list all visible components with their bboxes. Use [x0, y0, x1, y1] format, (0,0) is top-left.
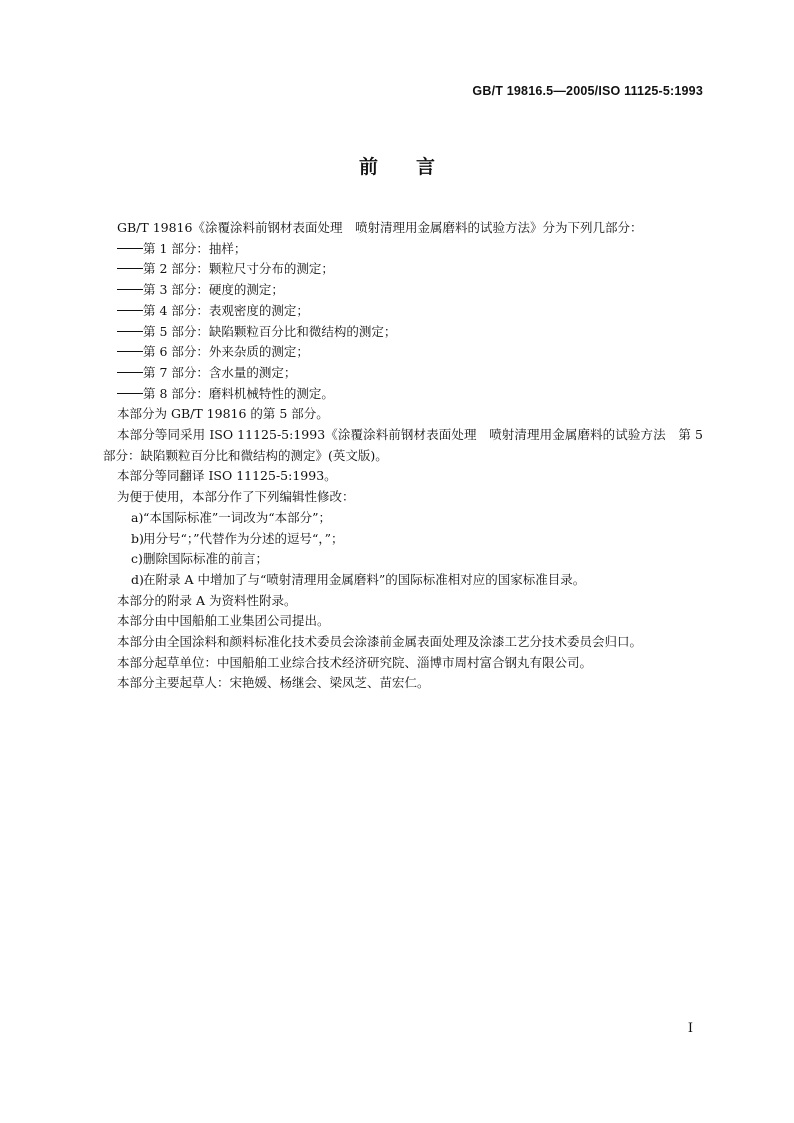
- em-dash-mark: [117, 289, 143, 290]
- edits-intro-paragraph: 为便于使用，本部分作了下列编辑性修改：: [117, 489, 355, 505]
- edit-text: 用分号“；”代替作为分述的逗号“，”；: [143, 530, 344, 546]
- em-dash-mark: [117, 393, 143, 394]
- em-dash-mark: [117, 331, 143, 332]
- part-list-item: [103, 384, 703, 405]
- committee-paragraph: 本部分由全国涂料和颜料标准化技术委员会涂漆前金属表面处理及涂漆工艺分技术委员会归口。: [117, 634, 643, 650]
- translation-paragraph: 本部分等同翻译 ISO 11125-5:1993。: [117, 468, 337, 484]
- drafting-units-paragraph: 本部分起草单位：中国船舶工业综合技术经济研究院、淄博市周村富合钢丸有限公司。: [117, 654, 593, 670]
- em-dash-mark: [117, 372, 143, 373]
- part-list-item: [103, 259, 703, 280]
- intro-paragraph: GB/T 19816《涂覆涂料前钢材表面处理 喷射清理用金属磨料的试验方法》分为下列几部分：: [117, 220, 643, 235]
- edit-list-item: [103, 570, 703, 591]
- edit-list-item: [103, 529, 703, 550]
- part-text: 第 3 部分：硬度的测定；: [143, 282, 284, 298]
- part-text: 第 8 部分：磨料机械特性的测定。: [143, 385, 334, 401]
- part-text: 第 4 部分：表观密度的测定；: [143, 302, 309, 318]
- edit-label: a): [131, 509, 144, 525]
- em-dash-mark: [117, 310, 143, 311]
- em-dash-mark: [117, 351, 143, 352]
- adoption-paragraph: 本部分等同采用 ISO 11125-5:1993《涂覆涂料前钢材表面处理 喷射清理用金属磨料的试验方法 第 5 部分：缺陷颗粒百分比和微结构的测定》(英文版)。: [103, 427, 703, 463]
- standard-code-header: GB/T 19816.5—2005/ISO 11125-5:1993: [472, 84, 703, 98]
- part-text: 第 6 部分：外来杂质的测定；: [143, 344, 309, 360]
- proposed-by-paragraph: 本部分由中国船舶工业集团公司提出。: [117, 613, 330, 629]
- edit-list-item: [103, 549, 703, 570]
- annex-paragraph: 本部分的附录 A 为资料性附录。: [117, 592, 297, 608]
- part-list-item: [103, 301, 703, 322]
- edit-text: 在附录 A 中增加了与“喷射清理用金属磨料”的国际标准相对应的国家标准目录。: [143, 571, 586, 587]
- part-text: 第 7 部分：含水量的测定；: [143, 364, 297, 380]
- edit-text: “本国际标准”一词改为“本部分”；: [143, 509, 332, 525]
- drafters-paragraph: 本部分主要起草人：宋艳媛、杨继会、梁凤芝、苗宏仁。: [117, 675, 430, 691]
- part-list-item: [103, 322, 703, 343]
- part-of-paragraph: 本部分为 GB/T 19816 的第 5 部分。: [117, 406, 329, 422]
- part-text: 第 5 部分：缺陷颗粒百分比和微结构的测定；: [143, 323, 397, 339]
- part-list-item: [103, 342, 703, 363]
- page-number: I: [687, 1021, 693, 1036]
- edit-list-item: [103, 508, 703, 529]
- part-list-item: [103, 280, 703, 301]
- part-text: 第 2 部分：颗粒尺寸分布的测定；: [143, 261, 334, 277]
- edit-label: b): [131, 530, 144, 546]
- edit-label: d): [131, 571, 144, 587]
- edit-text: 删除国际标准的前言；: [143, 551, 269, 567]
- edit-label: c): [131, 551, 143, 567]
- em-dash-mark: [117, 248, 143, 249]
- em-dash-mark: [117, 268, 143, 269]
- document-body: [103, 218, 703, 694]
- page-title: 前言: [358, 156, 473, 178]
- part-list-item: [103, 363, 703, 384]
- part-text: 第 1 部分：抽样；: [143, 240, 247, 256]
- part-list-item: [103, 239, 703, 260]
